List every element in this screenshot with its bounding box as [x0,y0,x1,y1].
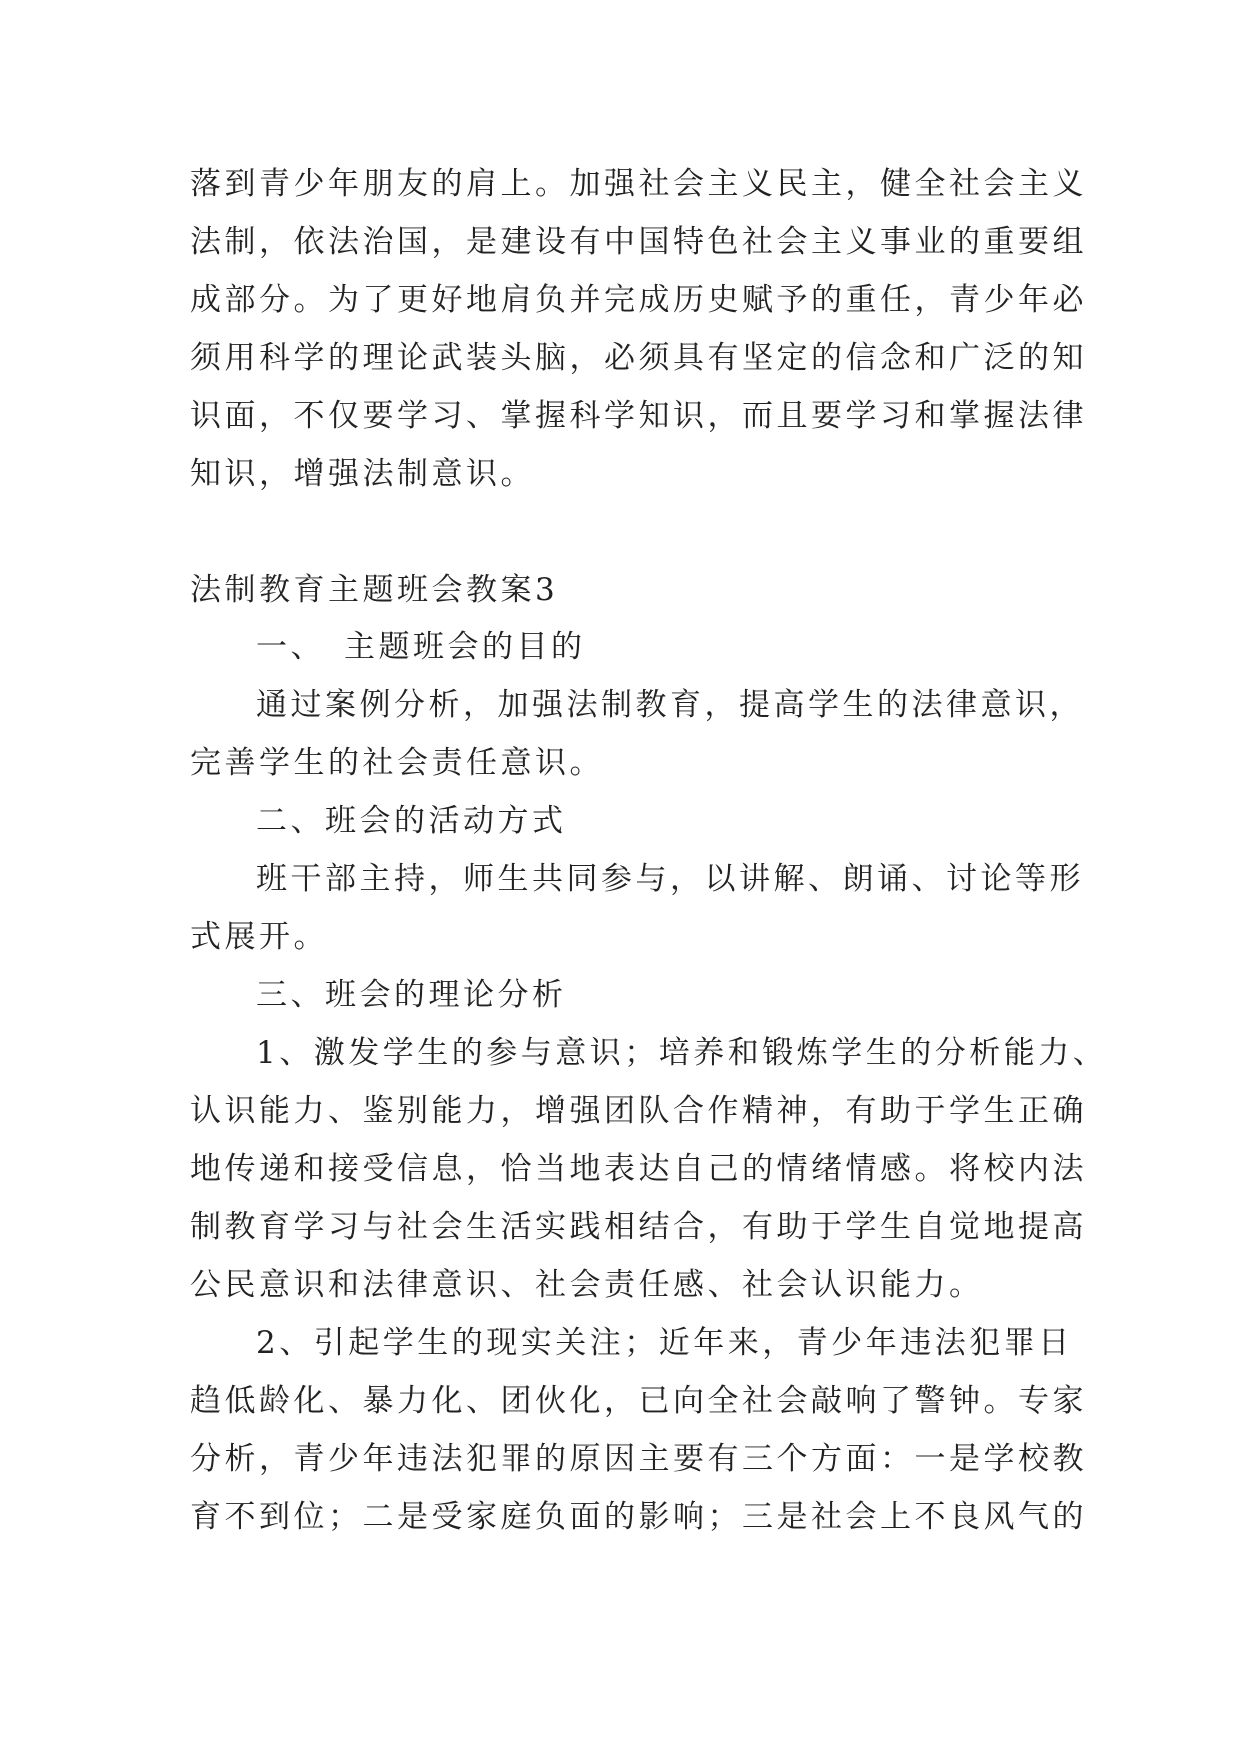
body-line-8: 完善学生的社会责任意识。 [190,745,604,781]
section-heading: 法制教育主题班会教案3 [190,572,559,608]
body-line-5: 识面，不仅要学习、掌握科学知识，而且要学习和掌握法律 [190,398,1087,434]
body-line-14: 制教育学习与社会生活实践相结合，有助于学生自觉地提高 [190,1209,1087,1245]
body-line-15: 公民意识和法律意识、社会责任感、社会认识能力。 [190,1267,984,1303]
body-line-6: 知识，增强法制意识。 [190,456,535,492]
body-line-12: 认识能力、鉴别能力，增强团队合作精神，有助于学生正确 [190,1093,1087,1129]
body-line-9: 班干部主持，师生共同参与，以讲解、朗诵、讨论等形 [256,861,1084,897]
body-line-1: 落到青少年朋友的肩上。加强社会主义民主，健全社会主义 [190,166,1087,202]
subheading-3: 三、班会的理论分析 [256,977,567,1013]
body-line-18: 分析，青少年违法犯罪的原因主要有三个方面：一是学校教 [190,1441,1087,1477]
subheading-2: 二、班会的活动方式 [256,803,567,839]
body-line-7: 通过案例分析，加强法制教育，提高学生的法律意识， [256,687,1084,723]
body-line-11: 1、激发学生的参与意识；培养和锻炼学生的分析能力、 [256,1035,1108,1071]
body-line-17: 趋低龄化、暴力化、团伙化，已向全社会敲响了警钟。专家 [190,1383,1087,1419]
body-line-2: 法制，依法治国，是建设有中国特色社会主义事业的重要组 [190,224,1087,260]
body-line-16: 2、引起学生的现实关注；近年来，青少年违法犯罪日 [256,1325,1073,1361]
body-line-3: 成部分。为了更好地肩负并完成历史赋予的重任，青少年必 [190,282,1087,318]
body-line-13: 地传递和接受信息，恰当地表达自己的情绪情感。将校内法 [190,1151,1087,1187]
body-line-19: 育不到位；二是受家庭负面的影响；三是社会上不良风气的 [190,1499,1087,1535]
body-line-10: 式展开。 [190,919,328,955]
body-line-4: 须用科学的理论武装头脑，必须具有坚定的信念和广泛的知 [190,340,1087,376]
subheading-1: 一、 主题班会的目的 [256,629,586,665]
